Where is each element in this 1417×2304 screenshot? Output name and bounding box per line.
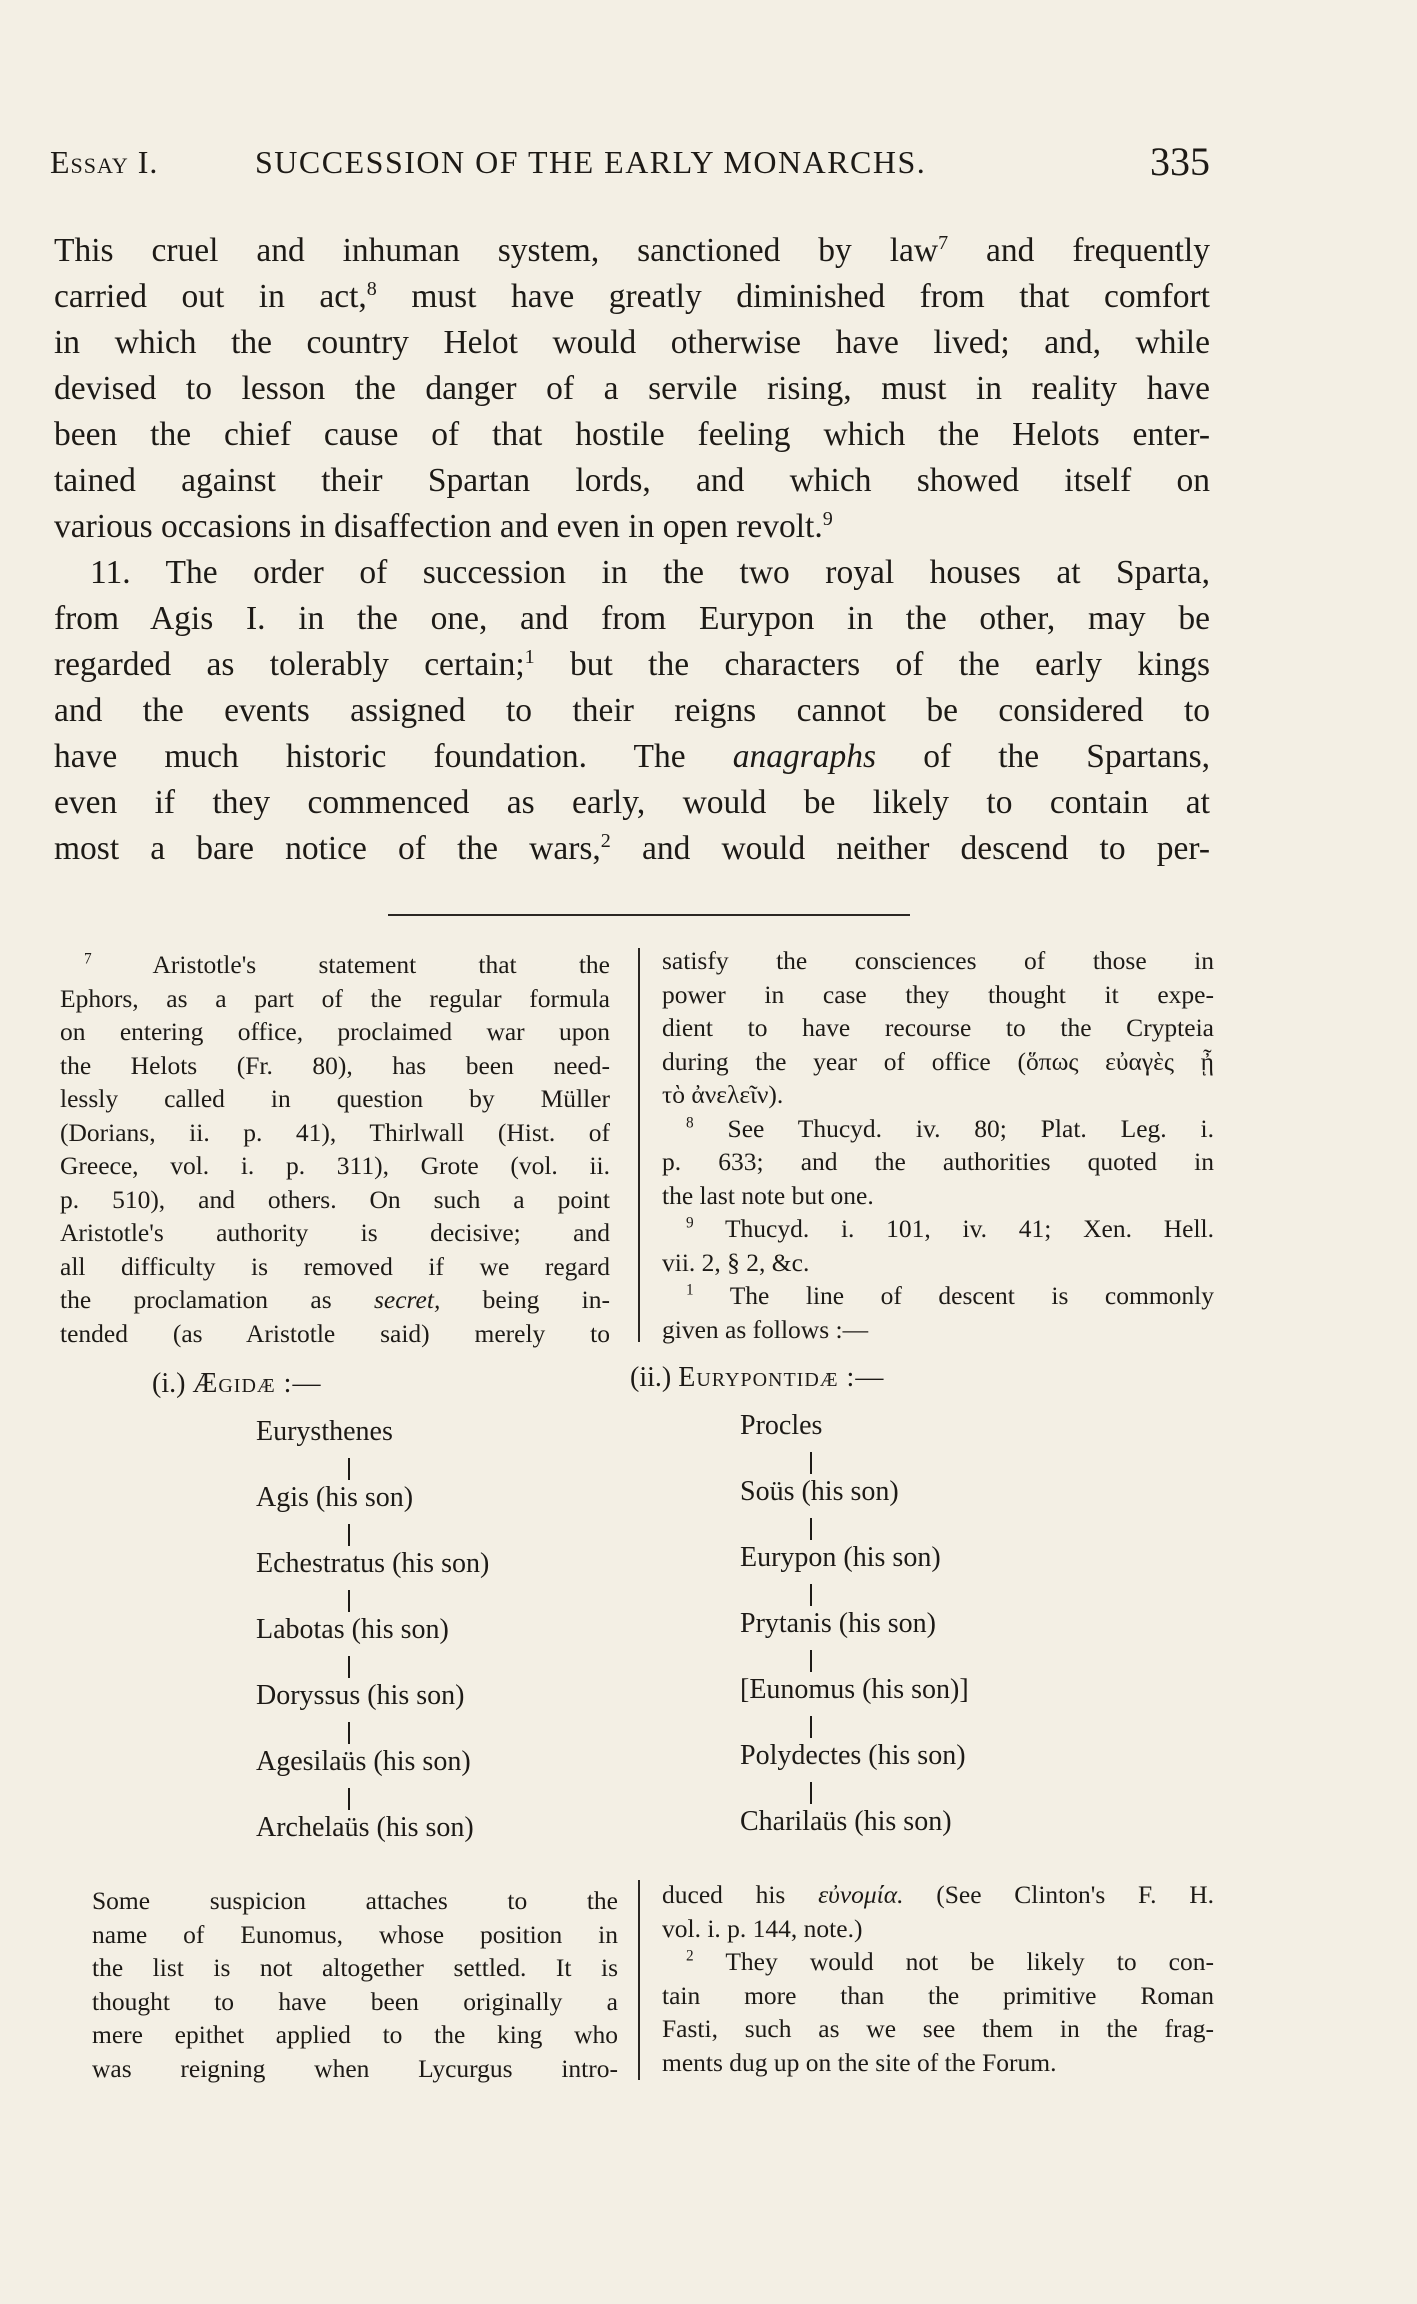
tree-heading: (i.) Ægidæ :— (152, 1368, 322, 1399)
tree-node: Procles (740, 1410, 823, 1441)
descent-line (348, 1458, 350, 1480)
footnote-line: was reigning when Lycurgus intro- (92, 2053, 618, 2083)
essay-label: Essay I. (50, 144, 159, 180)
footnote-line: during the year of office (ὅπως εὐαγὲς ᾖ (662, 1046, 1214, 1076)
footnote-line: thought to have been originally a (92, 1986, 618, 2016)
footnote-line: satisfy the consciences of those in (662, 946, 1214, 975)
footnote-line: vol. i. p. 144, note.) (662, 1913, 863, 1943)
descent-line (348, 1524, 350, 1546)
text-line: from Agis I. in the one, and from Eurypon in the other, may be (54, 600, 1210, 637)
footnote-line: $^2$ They would not be likely to con- (686, 1947, 1214, 1976)
footnote-ref[interactable]: 2 (600, 829, 611, 852)
footnote-line: lessly called in question by Müller (60, 1084, 610, 1113)
footnote-ref[interactable]: 7 (938, 231, 949, 254)
footnote-line: dient to have recourse to the Crypteia (662, 1013, 1214, 1042)
tree-node: Doryssus (his son) (256, 1680, 465, 1711)
footnote-line: $^1$ The line of descent is commonly (686, 1281, 1214, 1310)
text-line: in which the country Helot would otherwise have lived; and, while (54, 324, 1210, 361)
column-divider (638, 1880, 640, 2080)
genealogy-note (92, 1884, 618, 2085)
text-line: carried out in act,$^8$ must have greatly diminished from that comfort (54, 277, 1210, 315)
descent-line (348, 1656, 350, 1678)
tree-node: Agesilaüs (his son) (256, 1746, 471, 1777)
tree-node: Soüs (his son) (740, 1476, 899, 1507)
text-line: even if they commenced as early, would be likely to contain at (54, 784, 1210, 821)
footnote-7 (60, 948, 610, 1350)
footnote-line: on entering office, proclaimed war upon (60, 1017, 610, 1046)
text-line: tained against their Spartan lords, and which showed itself on (54, 462, 1210, 499)
descent-line (348, 1590, 350, 1612)
running-head (50, 138, 1210, 188)
tree-node: Charilaüs (his son) (740, 1806, 952, 1837)
footnote-line: given as follows :— (662, 1314, 869, 1344)
chapter-title: SUCCESSION OF THE EARLY MONARCHS. (255, 144, 927, 180)
descent-line (348, 1722, 350, 1744)
footnote-ref[interactable]: 8 (366, 277, 377, 300)
text-line: have much historic foundation. The anagraphs of the Spartans, (54, 738, 1211, 775)
tree-node: Eurypon (his son) (740, 1542, 941, 1573)
footnote-2 (662, 1878, 1214, 2079)
footnote-line: name of Eunomus, whose position in (92, 1919, 618, 1949)
eurypontidae-genealogy (630, 1362, 1190, 1862)
footnote-line: Ephors, as a part of the regular formula (60, 983, 610, 1013)
text-line: and the events assigned to their reigns cannot be considered to (54, 692, 1210, 729)
descent-line (810, 1452, 812, 1474)
footnote-line: Aristotle's authority is decisive; and (60, 1218, 610, 1247)
footnote-ref[interactable]: 9 (822, 507, 833, 530)
descent-line (810, 1716, 812, 1738)
footnote-line: tain more than the primitive Roman (662, 1980, 1214, 2010)
footnote-line: p. 633; and the authorities quoted in (662, 1147, 1214, 1176)
text-line: various occasions in disaffection and even in open revolt.$^9$ (54, 507, 833, 545)
footnote-separator (388, 914, 910, 916)
tree-heading: (ii.) Eurypontidæ :— (630, 1362, 885, 1393)
footnote-line: tended (as Aristotle said) merely to (60, 1318, 610, 1348)
tree-node: Prytanis (his son) (740, 1608, 936, 1639)
footnote-line: p. 510), and others. On such a point (60, 1184, 610, 1214)
tree-node: Agis (his son) (256, 1482, 414, 1513)
footnote-line: the proclamation as secret, being in- (60, 1285, 611, 1314)
tree-node: [Eunomus (his son)] (740, 1674, 969, 1705)
text-line: regarded as tolerably certain;$^1$ but the characters of the early kings (54, 645, 1210, 683)
footnote-marker: 9 (686, 1214, 694, 1232)
footnote-marker: 2 (686, 1947, 694, 1965)
footnote-marker: 7 (84, 950, 92, 968)
footnote-line: $^9$ Thucyd. i. 101, iv. 41; Xen. Hell. (686, 1214, 1214, 1243)
footnote-line: the last note but one. (662, 1180, 874, 1210)
footnote-marker: 1 (686, 1281, 694, 1299)
text-line: been the chief cause of that hostile feeling which the Helots enter- (54, 416, 1210, 453)
italic-term: anagraphs (732, 738, 877, 775)
footnote-line: vii. 2, § 2, &c. (662, 1247, 810, 1277)
tree-node: Archelaüs (his son) (256, 1812, 474, 1843)
text-line: devised to lesson the danger of a servile rising, must in reality have (54, 370, 1210, 407)
tree-node: Echestratus (his son) (256, 1548, 490, 1579)
text-line: This cruel and inhuman system, sanctioned by law$^7$ and frequently (54, 231, 1210, 269)
footnote-line: Greece, vol. i. p. 311), Grote (vol. ii. (60, 1151, 610, 1180)
descent-line (810, 1518, 812, 1540)
footnote-line: Some suspicion attaches to the (92, 1886, 618, 1915)
footnote-ref[interactable]: 1 (524, 645, 535, 668)
page-number: 335 (1150, 139, 1210, 184)
descent-line (810, 1782, 812, 1804)
footnote-line: Fasti, such as we see them in the frag- (662, 2014, 1214, 2043)
footnote-line: τὸ ἀνελεῖν). (662, 1080, 784, 1109)
descent-line (810, 1584, 812, 1606)
footnote-line: $^8$ See Thucyd. iv. 80; Plat. Leg. i. (686, 1113, 1215, 1143)
tree-node: Eurysthenes (256, 1416, 393, 1447)
tree-node: Labotas (his son) (256, 1614, 449, 1645)
footnote-line: power in case they thought it expe- (662, 979, 1214, 1009)
footnotes-8-9-1 (662, 944, 1214, 1346)
footnote-line: (Dorians, ii. p. 41), Thirlwall (Hist. of (60, 1117, 610, 1147)
footnote-line: duced his εὐνομία. (See Clinton's F. H. (662, 1880, 1214, 1909)
descent-line (348, 1788, 350, 1810)
tree-node: Polydectes (his son) (740, 1740, 966, 1771)
footnote-line: mere epithet applied to the king who (92, 2020, 618, 2049)
text-line: most a bare notice of the wars,$^2$ and would neither descend to per- (54, 829, 1210, 867)
footnote-line: ments dug up on the site of the Forum. (662, 2047, 1057, 2077)
text-line: 11. The order of succession in the two royal houses at Sparta, (90, 554, 1210, 591)
footnote-marker: 8 (686, 1114, 694, 1131)
footnote-line: the list is not altogether settled. It is (92, 1953, 618, 1982)
footnote-line: $^7$ Aristotle's statement that the (84, 950, 610, 979)
footnote-line: the Helots (Fr. 80), has been need- (60, 1050, 610, 1080)
column-divider (638, 948, 640, 1342)
descent-line (810, 1650, 812, 1672)
main-text (54, 228, 1210, 872)
aegidae-genealogy (152, 1368, 612, 1868)
footnote-line: all difficulty is removed if we regard (60, 1251, 610, 1281)
